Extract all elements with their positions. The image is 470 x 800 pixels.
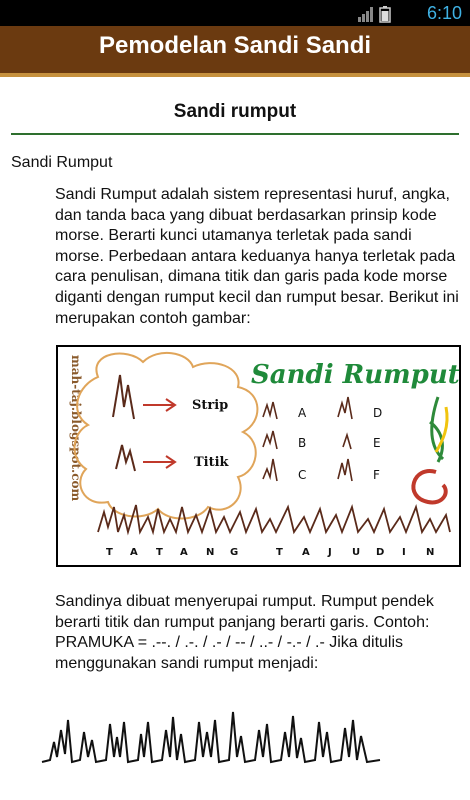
footer-letter: A [302, 547, 310, 558]
titik-label: Titik [194, 455, 229, 470]
paragraph-intro: Sandi Rumput adalah sistem representasi huruf, angka, dan tanda baca yang dibuat berdasarkan prinsip kode morse. Berarti kunci utamanya terletak pada sandi morse. Perbedaan antara keduanya hanya terletak pada cara penulisan, dimana titik dan garis pada kode morse diganti dengan rumput kecil dan rumput besar. Berikut ini merupakan contoh gambar: [55, 186, 459, 327]
letter-c: C [298, 468, 307, 482]
footer-letter: A [130, 547, 138, 558]
figure-title: Sandi Rumput [251, 360, 459, 390]
signal-battery-icons [358, 5, 408, 28]
footer-letter: A [180, 547, 188, 558]
content-heading: Sandi Rumput [11, 154, 113, 171]
section-divider [11, 133, 459, 135]
footer-letter: T [106, 547, 113, 558]
battery-icon [380, 6, 390, 22]
clock: 6:10 [426, 3, 462, 23]
status-bar [0, 0, 470, 26]
signal-icon [358, 7, 373, 22]
strip-arrow-icon [143, 399, 175, 411]
footer-letter: N [206, 547, 215, 558]
pramuka-grass-code [40, 702, 385, 772]
red-ring-icon [413, 471, 445, 502]
titik-arrow-icon [143, 456, 175, 468]
letter-e: E [373, 436, 381, 450]
footer-letter: N [426, 547, 435, 558]
paragraph-example: Sandinya dibuat menyerupai rumput. Rumput pendek berarti titik dan rumput panjang berarti garis. Contoh: PRAMUKA = .--. / .-. / .- / -- / ..- / -.- / .- Jika ditulis menggunakan sandi rumput menjadi: [55, 593, 434, 672]
footer-letter: J [328, 547, 332, 558]
strip-grass-icon [113, 375, 134, 419]
sandi-rumput-figure [56, 345, 461, 567]
titik-grass-icon [116, 445, 135, 471]
footer-letter: U [352, 547, 361, 558]
app-bar [0, 26, 470, 77]
letter-b: B [298, 436, 307, 450]
cloud-shape [74, 353, 257, 519]
app-title: Pemodelan Sandi Sandi [98, 32, 372, 59]
figure-illustration [58, 347, 459, 565]
letter-f: F [373, 468, 380, 482]
footer-letters [106, 547, 434, 558]
footer-grass-strip [98, 505, 450, 532]
footer-letter: I [402, 547, 406, 558]
footer-letter: T [276, 547, 283, 558]
footer-letter: D [376, 547, 385, 558]
letter-a: A [298, 406, 307, 420]
figure-watermark: mah-taj.blogspot.com [69, 355, 83, 502]
letter-grass-marks [263, 397, 352, 481]
footer-letter: T [156, 547, 163, 558]
pramuka-grass-drawing [40, 702, 385, 772]
section-title: Sandi rumput [173, 101, 297, 122]
footer-letter: G [230, 547, 239, 558]
strip-label: Strip [192, 398, 229, 413]
letter-d: D [373, 406, 383, 420]
